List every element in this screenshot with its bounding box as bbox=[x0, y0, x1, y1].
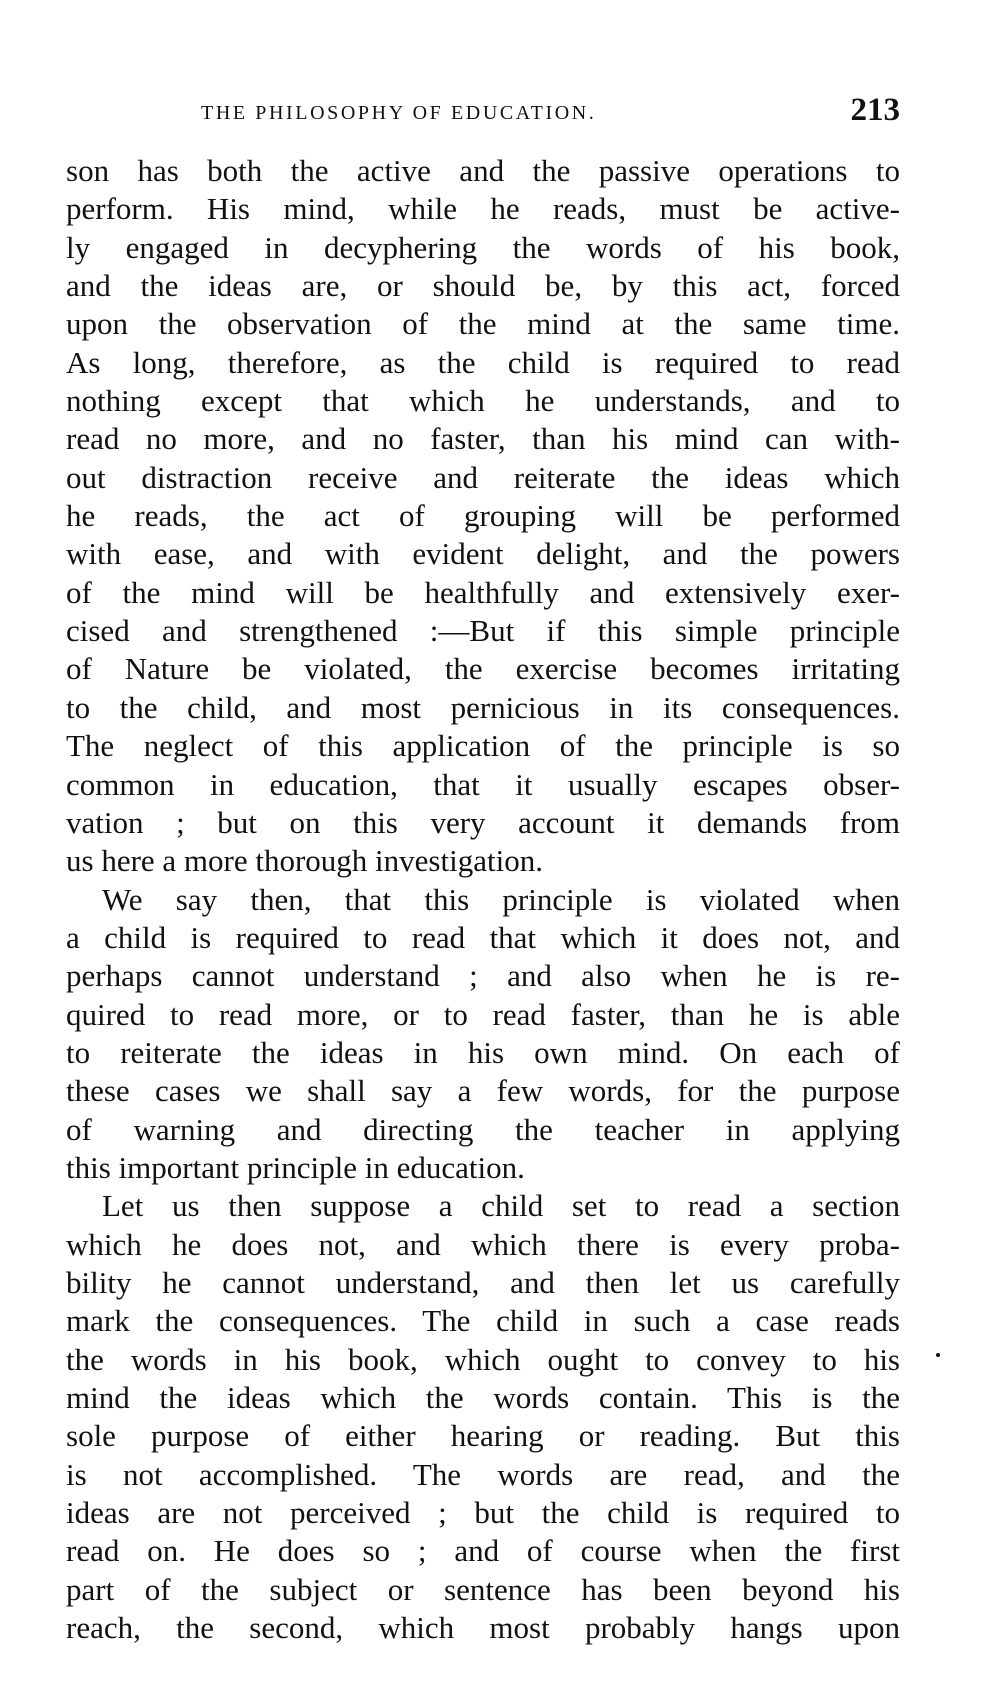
text-line: these cases we shall say a few words, for the purpose bbox=[66, 1073, 900, 1109]
text-line: The neglect of this application of the principle is so bbox=[66, 728, 900, 764]
text-line: sole purpose of either hearing or reading. But this bbox=[66, 1418, 900, 1454]
text-line: ly engaged in decyphering the words of his book, bbox=[66, 229, 900, 265]
text-line: part of the subject or sentence has been beyond his bbox=[66, 1571, 900, 1607]
text-line: perhaps cannot understand ; and also when he is re- bbox=[66, 958, 900, 994]
text-line: nothing except that which he understands, and to bbox=[66, 383, 900, 419]
text-line: mark the consequences. The child in such a case reads bbox=[66, 1303, 900, 1339]
text-line: read on. He does so ; and of course when the first bbox=[66, 1533, 900, 1569]
text-line: of warning and directing the teacher in applying bbox=[66, 1111, 900, 1147]
text-line: this important principle in education. bbox=[66, 1149, 525, 1185]
body-text bbox=[66, 152, 900, 1647]
text-line: us here a more thorough investigation. bbox=[66, 843, 543, 879]
text-line: ideas are not perceived ; but the child is required to bbox=[66, 1495, 900, 1531]
stray-ink-mark bbox=[936, 1353, 940, 1357]
text-line: quired to read more, or to read faster, than he is able bbox=[66, 996, 900, 1032]
paragraph-2 bbox=[66, 881, 900, 1188]
running-head bbox=[66, 92, 900, 132]
running-title: THE PHILOSOPHY OF EDUCATION. bbox=[201, 102, 597, 124]
text-line: reach, the second, which most probably hangs upon bbox=[66, 1610, 900, 1646]
text-line: mind the ideas which the words contain. This is the bbox=[66, 1380, 900, 1415]
text-line: and the ideas are, or should be, by this act, forced bbox=[66, 268, 900, 304]
text-line: which he does not, and which there is every proba- bbox=[66, 1226, 900, 1262]
paragraph-3 bbox=[66, 1187, 900, 1647]
text-line: We say then, that this principle is violated when bbox=[102, 881, 900, 917]
text-line: Let us then suppose a child set to read a section bbox=[102, 1188, 900, 1224]
text-line: upon the observation of the mind at the same time. bbox=[66, 306, 900, 342]
text-line: he reads, the act of grouping will be performed bbox=[66, 498, 900, 534]
text-line: a child is required to read that which it does not, and bbox=[66, 919, 900, 955]
text-line: to reiterate the ideas in his own mind. On each of bbox=[66, 1034, 900, 1070]
text-line: with ease, and with evident delight, and the powers bbox=[66, 536, 900, 572]
paragraph-1 bbox=[66, 152, 900, 881]
text-line: is not accomplished. The words are read, and the bbox=[66, 1456, 900, 1492]
text-line: common in education, that it usually escapes obser- bbox=[66, 766, 900, 802]
text-line: read no more, and no faster, than his mind can with- bbox=[66, 421, 900, 457]
text-line: of Nature be violated, the exercise becomes irritating bbox=[66, 651, 900, 687]
text-line: cised and strengthened :—But if this simple principle bbox=[66, 613, 900, 649]
text-line: of the mind will be healthfully and extensively exer- bbox=[66, 574, 900, 610]
text-line: son has both the active and the passive operations to bbox=[66, 153, 900, 188]
text-line: the words in his book, which ought to convey to his bbox=[66, 1341, 900, 1377]
page-number: 213 bbox=[850, 92, 900, 128]
text-line: perform. His mind, while he reads, must be active- bbox=[66, 191, 900, 227]
text-line: As long, therefore, as the child is required to read bbox=[66, 344, 900, 380]
text-line: out distraction receive and reiterate the ideas which bbox=[66, 459, 900, 495]
text-line: bility he cannot understand, and then let us carefully bbox=[66, 1264, 900, 1300]
text-line: to the child, and most pernicious in its consequences. bbox=[66, 689, 900, 725]
text-line: vation ; but on this very account it demands from bbox=[66, 804, 900, 840]
